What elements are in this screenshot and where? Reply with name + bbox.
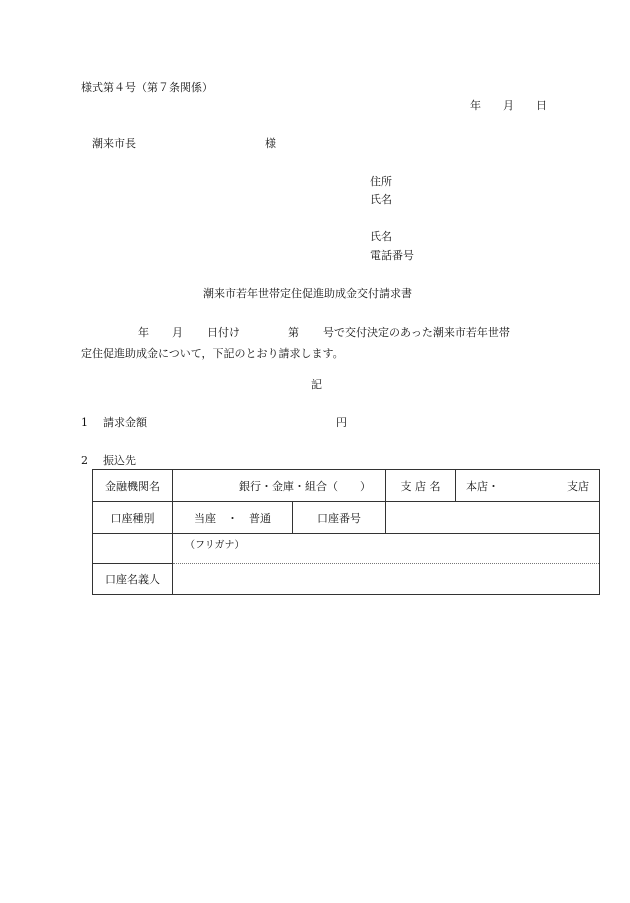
item1-label: 請求金額 bbox=[103, 416, 147, 429]
furigana-row bbox=[173, 534, 599, 564]
account-number-value[interactable] bbox=[386, 502, 600, 534]
body-paragraph bbox=[81, 322, 571, 364]
body-number-prefix: 第 bbox=[288, 326, 299, 339]
form-number: 様式第４号（第７条関係） bbox=[81, 81, 213, 94]
holder-label-cell bbox=[93, 534, 173, 595]
branch-suffix: 支店 bbox=[567, 479, 589, 493]
item2-number: 2 bbox=[81, 454, 88, 467]
phone-label: 電話番号 bbox=[370, 249, 414, 262]
branch-label: 支 店 名 bbox=[386, 470, 456, 502]
address-label: 住所 bbox=[370, 175, 392, 188]
body-month: 月 bbox=[172, 326, 183, 339]
note-label: 記 bbox=[311, 378, 322, 391]
bank-row-holder bbox=[93, 534, 600, 595]
institution-label: 金融機関名 bbox=[93, 470, 173, 502]
item2-label: 振込先 bbox=[103, 454, 136, 467]
branch-prefix: 本店・ bbox=[466, 479, 499, 493]
account-type-label: 口座種別 bbox=[93, 502, 173, 534]
bank-table bbox=[92, 469, 600, 595]
body-line1-rest: 号で交付決定のあった潮来市若年世帯 bbox=[323, 326, 510, 339]
body-day-suffix: 日付け bbox=[207, 326, 240, 339]
item1-unit: 円 bbox=[336, 416, 347, 429]
body-line-1 bbox=[81, 322, 571, 343]
account-type-value[interactable]: 当座 ・ 普通 bbox=[173, 502, 293, 534]
bank-row-institution bbox=[93, 470, 600, 502]
branch-value[interactable] bbox=[456, 470, 600, 502]
body-line-2: 定住促進助成金について，下記のとおり請求します。 bbox=[81, 347, 344, 360]
bank-row-account bbox=[93, 502, 600, 534]
addressee-name: 潮来市長 bbox=[92, 137, 136, 150]
institution-value[interactable]: 銀行・金庫・組合（ ） bbox=[173, 470, 386, 502]
body-year: 年 bbox=[138, 326, 149, 339]
name-label-2: 氏名 bbox=[370, 230, 392, 243]
addressee-honorific: 様 bbox=[265, 137, 276, 150]
name-label: 氏名 bbox=[370, 193, 392, 206]
holder-value-cell[interactable] bbox=[173, 534, 600, 595]
date-placeholder: 年 月 日 bbox=[470, 99, 547, 112]
holder-label: 口座名義人 bbox=[105, 572, 160, 586]
account-number-label: 口座番号 bbox=[293, 502, 386, 534]
document-title: 潮来市若年世帯定住促進助成金交付請求書 bbox=[203, 287, 412, 300]
furigana-label: （フリガナ） bbox=[185, 540, 245, 551]
item1-number: 1 bbox=[81, 416, 88, 429]
